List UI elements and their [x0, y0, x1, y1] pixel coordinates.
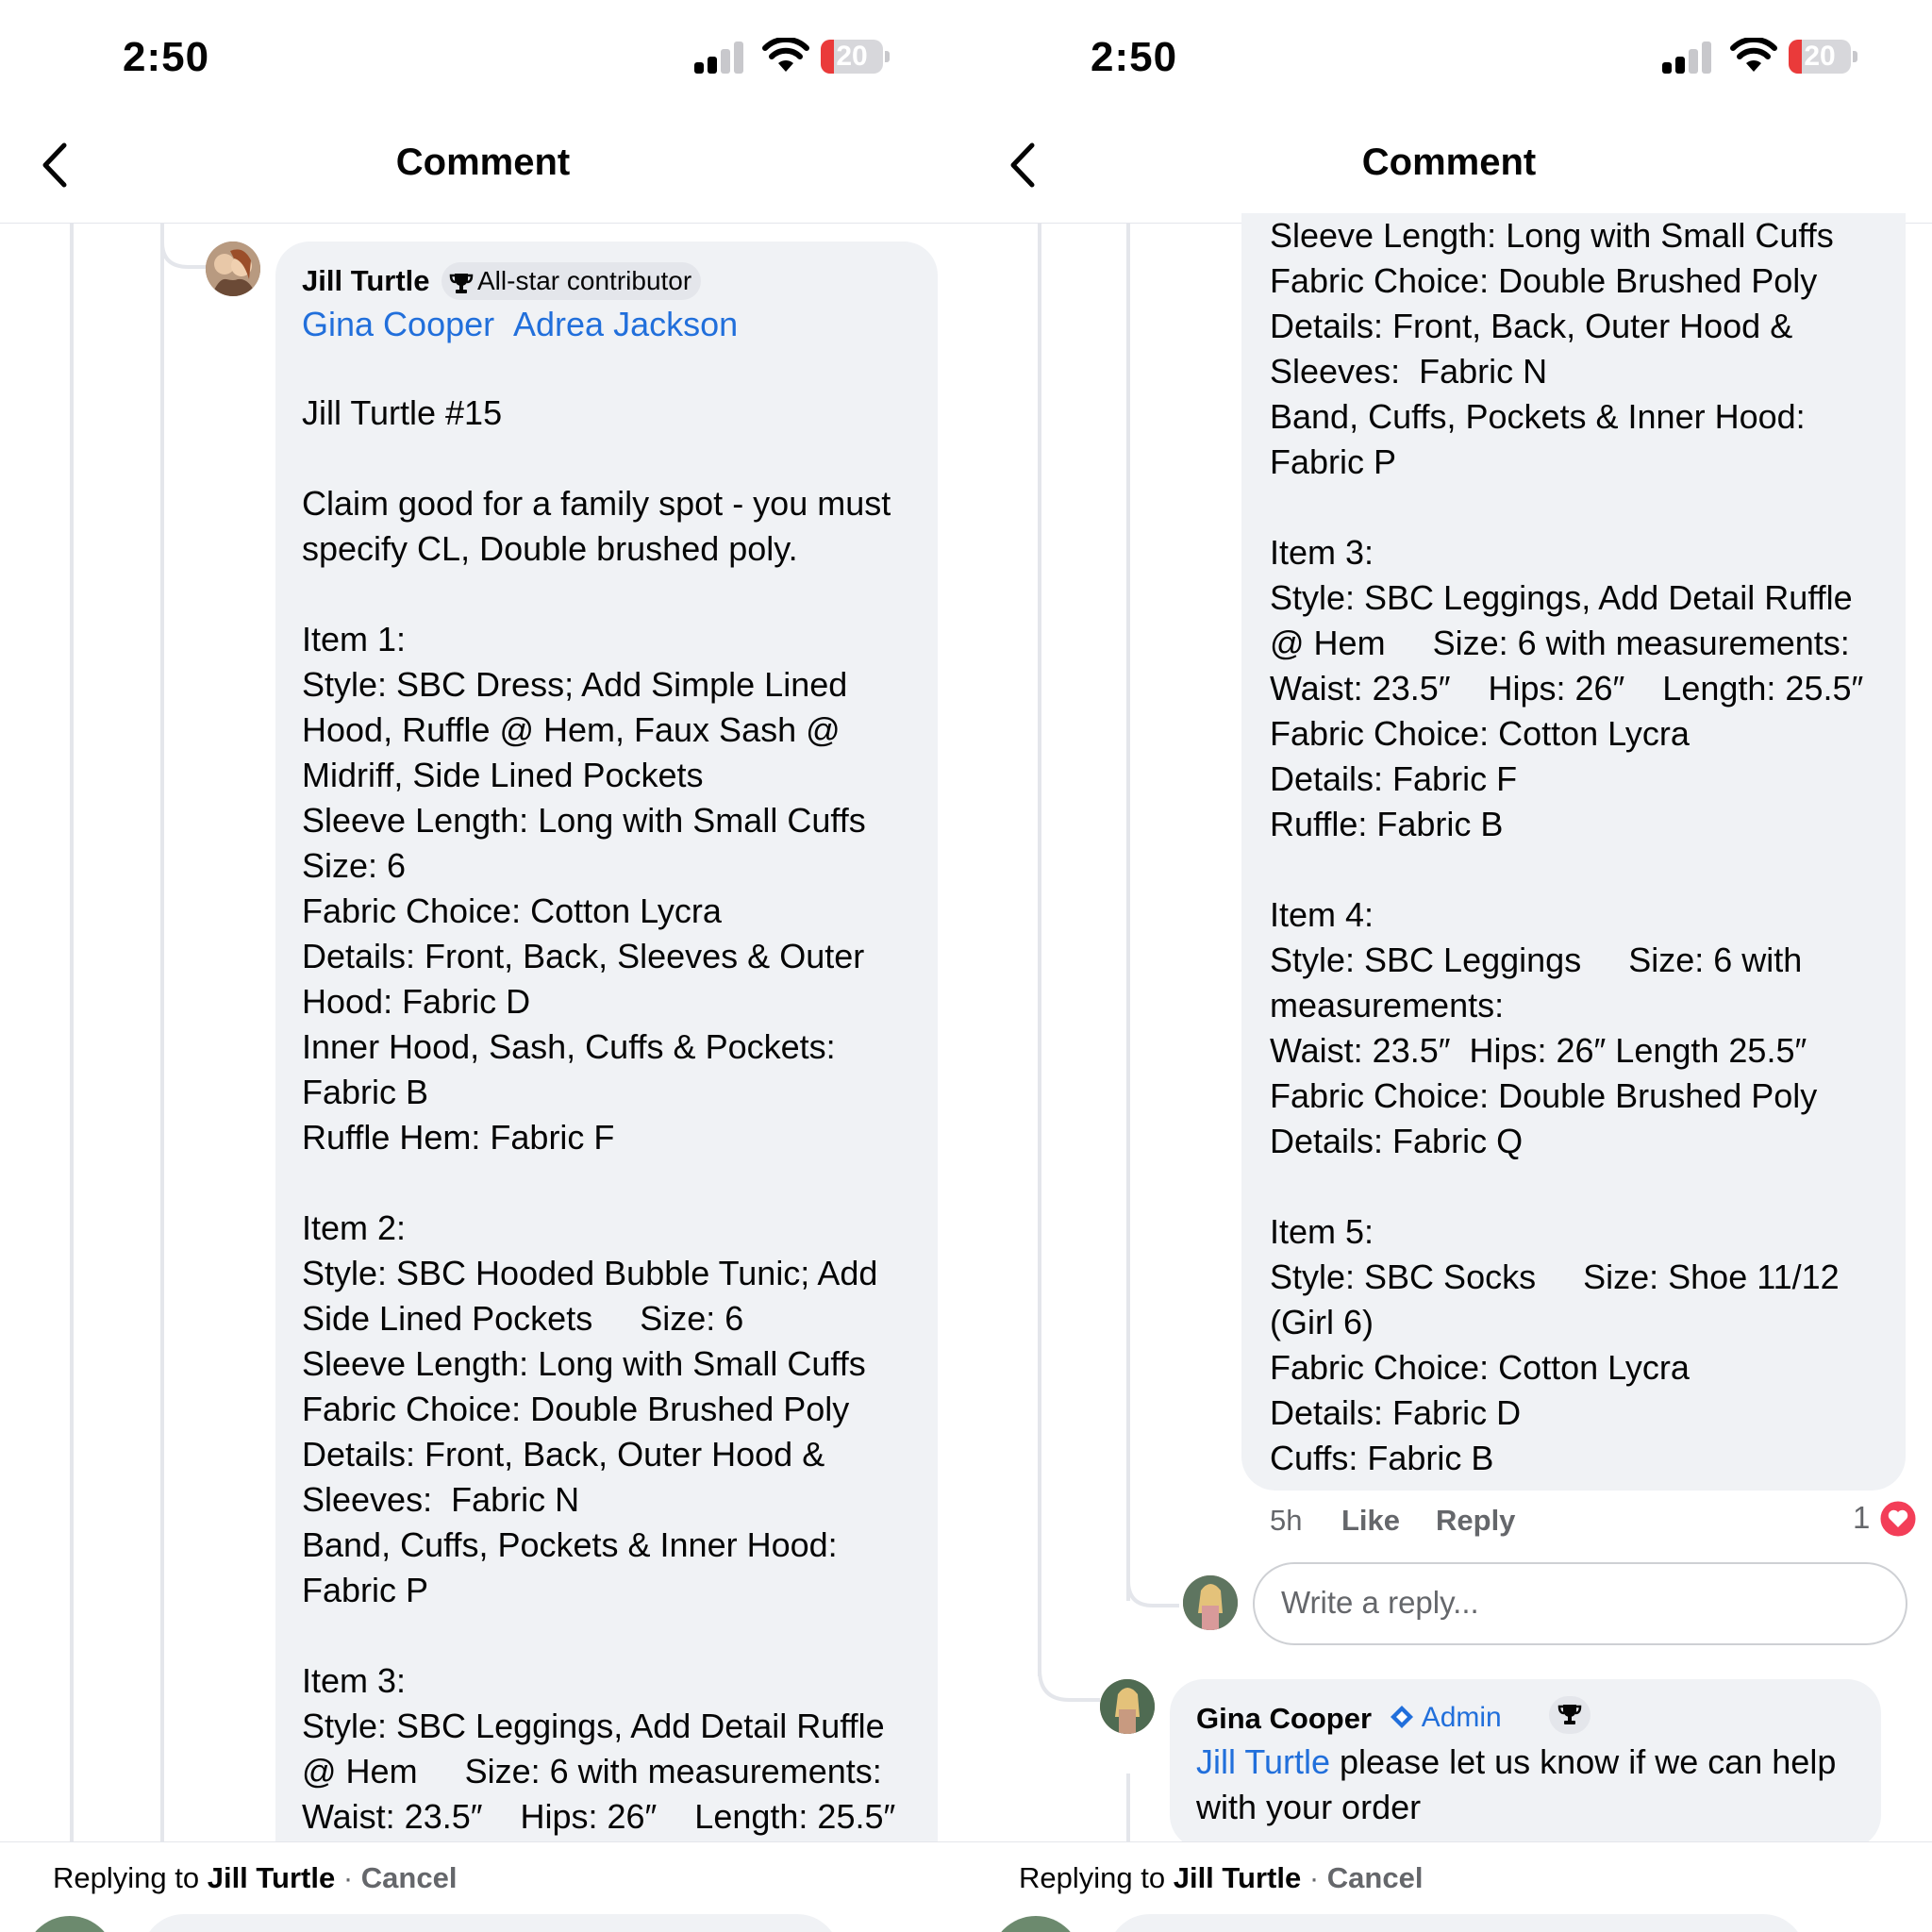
mention-link[interactable]: Jill Turtle	[1196, 1742, 1331, 1781]
header-divider	[0, 223, 966, 224]
avatar	[25, 1916, 115, 1932]
comment-text: with your order	[1196, 1788, 1422, 1826]
replying-to: Replying to Jill Turtle · Cancel	[1019, 1861, 1424, 1894]
right-screen	[966, 0, 1932, 1932]
comment-text: please let us know if we can help	[1330, 1742, 1837, 1781]
battery-icon	[1789, 40, 1858, 74]
trophy-icon	[1549, 1696, 1591, 1734]
replying-name: Jill Turtle	[1173, 1861, 1302, 1894]
comment-time: 5h	[1270, 1504, 1303, 1537]
admin-shield-icon	[1389, 1704, 1415, 1730]
status-time: 2:50	[1091, 34, 1178, 80]
comment-author[interactable]: Gina Cooper	[1196, 1702, 1373, 1735]
mention-link[interactable]: Gina Cooper	[302, 305, 495, 343]
battery-level: 20	[836, 41, 868, 72]
replying-to: Replying to Jill Turtle · Cancel	[53, 1861, 458, 1894]
like-button[interactable]: Like	[1341, 1504, 1401, 1537]
battery-icon	[821, 40, 891, 74]
reply-bar	[966, 1841, 1932, 1932]
thread-line	[1126, 1774, 1130, 1849]
trophy-icon	[449, 271, 474, 295]
avatar[interactable]	[206, 242, 260, 296]
reaction-count[interactable]: 1	[1853, 1500, 1871, 1535]
wifi-icon	[1730, 38, 1777, 74]
reply-input-placeholder: Write a reply...	[1281, 1585, 1479, 1620]
signal-icon	[694, 40, 747, 74]
page-title: Comment	[395, 142, 571, 183]
battery-level: 20	[1804, 41, 1836, 72]
status-time: 2:50	[123, 34, 210, 80]
comment-body: Jill Turtle #15 Claim good for a family spot - you must specify CL, Double brushed poly. Item 1: Style: SBC Dress; Add Simple Lined Hood, Ruffle @ Hem, Faux Sash @ Midriff, Side Lined Pockets Sleeve Length: Long with Small Cuffs Size: 6 Fabric Choice: Cotton Lycra Details: Front, Back, Sleeves & Outer Hood: Fabric D Inner Hood, Sash, Cuffs & Pockets: Fabric B Ruffle Hem: Fabric F Item 2: Style: SBC Hooded Bubble Tunic; Add Side Lined Pockets Size: 6 Sleeve Length: Long with Small Cuffs Fabric Choice: Double Brushed Poly Details: Front, Back, Outer Hood & Sleeves: Fabric N Band, Cuffs, Pockets & Inner Hood: Fabric P Item 3: Style: SBC Leggings, Add Detail Ruffle @ Hem Size: 6 with measurements: Waist: 23.5″ Hips: 26″ Length: 25.5″	[302, 393, 896, 1836]
comment-author[interactable]: Jill Turtle	[302, 264, 430, 297]
avatar	[1183, 1575, 1238, 1630]
cancel-reply-button[interactable]: Cancel	[1326, 1861, 1424, 1894]
comment-input[interactable]	[142, 1914, 840, 1932]
comment-input[interactable]	[1108, 1914, 1806, 1932]
wifi-icon	[762, 38, 809, 74]
thread-line	[160, 224, 164, 1846]
badge-label: All-star contributor	[477, 266, 692, 295]
replying-name: Jill Turtle	[207, 1861, 336, 1894]
cancel-reply-button[interactable]: Cancel	[360, 1861, 458, 1894]
page-title: Comment	[1361, 142, 1537, 183]
comment-body	[1196, 1740, 1875, 1830]
comment-body: Sleeve Length: Long with Small Cuffs Fabric Choice: Double Brushed Poly Details: Front, Back, Outer Hood & Sleeves: Fabric N Band, Cuffs, Pockets & Inner Hood: Fabric P Item 3: Style: SBC Leggings, Add Detail Ruffle @ Hem Size: 6 with measurements: Waist: 23.5″ Hips: 26″ Length: 25.5″ Fabric Choice: Cotton Lycra Details: Fabric F Ruffle: Fabric B Item 4: Style: SBC Leggings Size: 6 with measurements: Waist: 23.5″ Hips: 26″ Length 25.5″ Fabric Choice: Double Brushed Poly Details: Fabric Q Item 5: Style: SBC Socks Size: Shoe 11/12 (Girl 6) Fabric Choice: Cotton Lycra Details: Fabric D Cuffs: Fabric B	[1270, 216, 1864, 1477]
mention-link[interactable]: Adrea Jackson	[513, 305, 739, 343]
reply-bar	[0, 1841, 966, 1932]
contributor-badge	[441, 262, 701, 300]
reply-button[interactable]: Reply	[1436, 1504, 1516, 1537]
thread-line	[70, 224, 74, 1846]
admin-badge	[1389, 1702, 1502, 1734]
avatar	[991, 1916, 1081, 1932]
avatar[interactable]	[1100, 1679, 1155, 1734]
signal-icon	[1662, 40, 1715, 74]
admin-label: Admin	[1421, 1702, 1502, 1733]
thread-line	[1126, 224, 1130, 1601]
heart-reaction-icon	[1877, 1498, 1919, 1540]
thread-line	[1038, 224, 1041, 1676]
